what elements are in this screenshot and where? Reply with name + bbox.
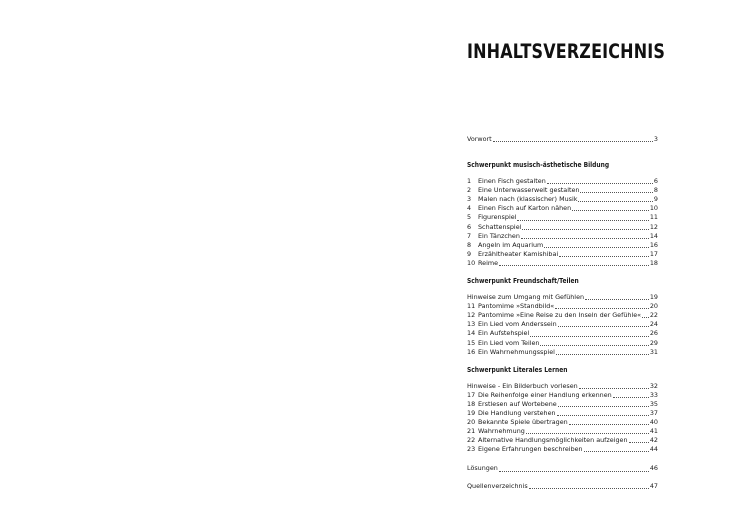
toc-entry-page: 29 (649, 338, 658, 347)
toc-entry-intro[interactable] (467, 382, 658, 391)
toc-entry[interactable] (467, 311, 658, 320)
toc-entry-page: 17 (649, 249, 658, 258)
toc-entry-text: Einen Fisch auf Karton nähen (478, 204, 572, 213)
toc-entry-page: 33 (649, 390, 658, 399)
toc-entry-text: Ein Wahrnehmungsspiel (478, 347, 555, 356)
section-entries (467, 302, 658, 357)
leader-dots (517, 220, 648, 221)
leader-dots (529, 488, 649, 489)
leader-dots (557, 415, 649, 416)
toc-entry-number: 8 (467, 240, 472, 249)
toc-entry-page: 32 (649, 381, 658, 390)
toc-entry[interactable] (467, 445, 658, 454)
toc-entry-page: 24 (649, 320, 658, 329)
leader-dots (613, 397, 649, 398)
leader-dots (499, 265, 649, 266)
toc-entry-page: 10 (649, 204, 658, 213)
toc-entry-text: Lösungen (467, 464, 498, 473)
toc-entry[interactable] (467, 409, 658, 418)
leader-dots (522, 229, 648, 230)
leader-dots (558, 326, 649, 327)
leader-dots (544, 247, 649, 248)
toc-entry-text: Wahrnehmung (478, 427, 525, 436)
toc-entry-text: Ein Lied vom Anderssein (478, 320, 557, 329)
toc-entry-page: 41 (649, 427, 658, 436)
toc-entry[interactable] (467, 241, 658, 250)
toc-entry-text: Die Handlung verstehen (478, 408, 556, 417)
toc-entry-loesungen[interactable] (467, 464, 658, 473)
toc-entry-number: 14 (467, 329, 476, 338)
toc-entry[interactable] (467, 213, 658, 222)
toc-entry-text: Erzähltheater Kamishibai (478, 249, 559, 258)
section-heading: Schwerpunkt Literales Lernen (467, 365, 568, 374)
toc-entry-number: 4 (467, 204, 472, 213)
toc-entry-page: 16 (649, 240, 658, 249)
toc-entry[interactable] (467, 339, 658, 348)
section-entries (467, 391, 658, 455)
toc-entry[interactable] (467, 204, 658, 213)
leader-dots (540, 345, 648, 346)
leader-dots (547, 183, 653, 184)
toc-entry[interactable] (467, 391, 658, 400)
toc-entry-page: 6 (653, 177, 658, 186)
toc-entry-page: 37 (649, 408, 658, 417)
toc-entry-number: 15 (467, 338, 476, 347)
toc-entry-number: 17 (467, 390, 476, 399)
toc-entry-text: Eine Unterwasserwelt gestalten (478, 186, 580, 195)
toc-entry[interactable] (467, 400, 658, 409)
toc-entry-page: 14 (649, 231, 658, 240)
section-heading: Schwerpunkt Freundschaft/Teilen (467, 277, 579, 286)
toc-entry-page: 11 (649, 213, 658, 222)
leader-dots (530, 336, 649, 337)
toc-entry-number: 13 (467, 320, 476, 329)
toc-entry[interactable] (467, 186, 658, 195)
toc-entry-number: 22 (467, 436, 476, 445)
leader-dots (642, 317, 649, 318)
toc-entry-text: Hinweise - Ein Bilderbuch vorlesen (467, 381, 578, 390)
toc-entry-number: 18 (467, 399, 476, 408)
toc-entry-text: Bekannte Spiele übertragen (478, 418, 568, 427)
toc-entry[interactable] (467, 418, 658, 427)
toc-entry[interactable] (467, 177, 658, 186)
toc-entry-page: 22 (649, 311, 658, 320)
toc-entry-number: 6 (467, 222, 472, 231)
toc-entry-page: 12 (649, 222, 658, 231)
toc-entry-text: Einen Fisch gestalten (478, 177, 546, 186)
toc-entry-number: 20 (467, 418, 476, 427)
toc-entry-text: Malen nach (klassischer) Musik (478, 195, 578, 204)
toc-entry[interactable] (467, 436, 658, 445)
leader-dots (526, 433, 649, 434)
toc-entry-number: 9 (467, 249, 472, 258)
toc-entry-number: 2 (467, 186, 472, 195)
leader-dots (579, 388, 649, 389)
toc-entry-page: 20 (649, 302, 658, 311)
toc-entry-number: 12 (467, 311, 476, 320)
toc-entry-page: 9 (653, 195, 658, 204)
toc-entry-number: 19 (467, 408, 476, 417)
toc-entry[interactable] (467, 232, 658, 241)
leader-dots (585, 299, 649, 300)
toc-entry-quellen[interactable] (467, 482, 658, 491)
toc-entry-number: 21 (467, 427, 476, 436)
toc-entry-text: Ein Lied vom Teilen (478, 338, 540, 347)
toc-entry-number: 3 (467, 195, 472, 204)
toc-entry-text: Eigene Erfahrungen beschreiben (478, 445, 583, 454)
toc-entry-text: Ein Aufstehspiel (478, 329, 530, 338)
toc-entry-page: 42 (649, 436, 658, 445)
toc-entry-text: Figurenspiel (478, 213, 517, 222)
page-title: INHALTSVERZEICHNIS (467, 40, 666, 63)
toc-entry-vorwort[interactable] (467, 135, 658, 144)
toc-entry-number: 7 (467, 231, 472, 240)
toc-entry-page: 18 (649, 258, 658, 267)
toc-entry-text: Ein Tänzchen (478, 231, 520, 240)
toc-entry[interactable] (467, 259, 658, 268)
toc-entry-page: 8 (653, 186, 658, 195)
toc-entry[interactable] (467, 320, 658, 329)
toc-entry-number: 5 (467, 213, 472, 222)
leader-dots (499, 471, 649, 472)
toc-entry-page: 26 (649, 329, 658, 338)
toc-entry[interactable] (467, 223, 658, 232)
leader-dots (521, 238, 649, 239)
section-entries (467, 177, 658, 268)
toc-entry[interactable] (467, 195, 658, 204)
toc-entry-number: 11 (467, 302, 476, 311)
section-heading: Schwerpunkt musisch-ästhetische Bildung (467, 161, 610, 170)
leader-dots (569, 424, 649, 425)
toc-entry-text: Quellenverzeichnis (467, 481, 528, 490)
toc-entry-number: 1 (467, 177, 472, 186)
toc-entry[interactable] (467, 302, 658, 311)
table-of-contents (467, 135, 658, 491)
toc-entry-text: Pantomime »Eine Reise zu den Inseln der Gefühle« (478, 311, 642, 320)
leader-dots (629, 442, 649, 443)
leader-dots (558, 406, 649, 407)
toc-entry[interactable] (467, 250, 658, 259)
toc-entry-text: Hinweise zum Umgang mit Gefühlen (467, 293, 585, 302)
toc-entry-intro[interactable] (467, 293, 658, 302)
leader-dots (493, 141, 653, 142)
leader-dots (578, 201, 652, 202)
toc-entry-page: 19 (649, 293, 658, 302)
toc-entry-page: 44 (649, 445, 658, 454)
toc-entry-text: Angeln im Aquarium (478, 240, 544, 249)
leader-dots (559, 256, 649, 257)
toc-entry-page: 47 (649, 481, 658, 490)
leader-dots (555, 308, 649, 309)
toc-entry-number: 10 (467, 258, 476, 267)
toc-entry-text: Die Reihenfolge einer Handlung erkennen (478, 390, 612, 399)
toc-entry-text: Erstlesen auf Wortebene (478, 399, 557, 408)
leader-dots (556, 354, 649, 355)
leader-dots (572, 210, 649, 211)
toc-entry-text: Pantomime »Standbild« (478, 302, 555, 311)
leader-dots (580, 192, 652, 193)
toc-entry[interactable] (467, 348, 658, 357)
toc-entry-text: Reime (478, 258, 499, 267)
toc-entry-page: 31 (649, 347, 658, 356)
toc-entry-text: Schattenspiel (478, 222, 522, 231)
toc-entry-page: 3 (653, 135, 658, 143)
toc-entry-text: Vorwort (467, 135, 492, 143)
toc-entry-number: 16 (467, 347, 476, 356)
toc-entry-text: Alternative Handlungsmöglichkeiten aufzeigen (478, 436, 628, 445)
toc-entry[interactable] (467, 329, 658, 338)
leader-dots (584, 451, 649, 452)
toc-entry[interactable] (467, 427, 658, 436)
toc-entry-page: 46 (649, 464, 658, 473)
toc-entry-page: 35 (649, 399, 658, 408)
toc-entry-page: 40 (649, 418, 658, 427)
toc-entry-number: 23 (467, 445, 476, 454)
